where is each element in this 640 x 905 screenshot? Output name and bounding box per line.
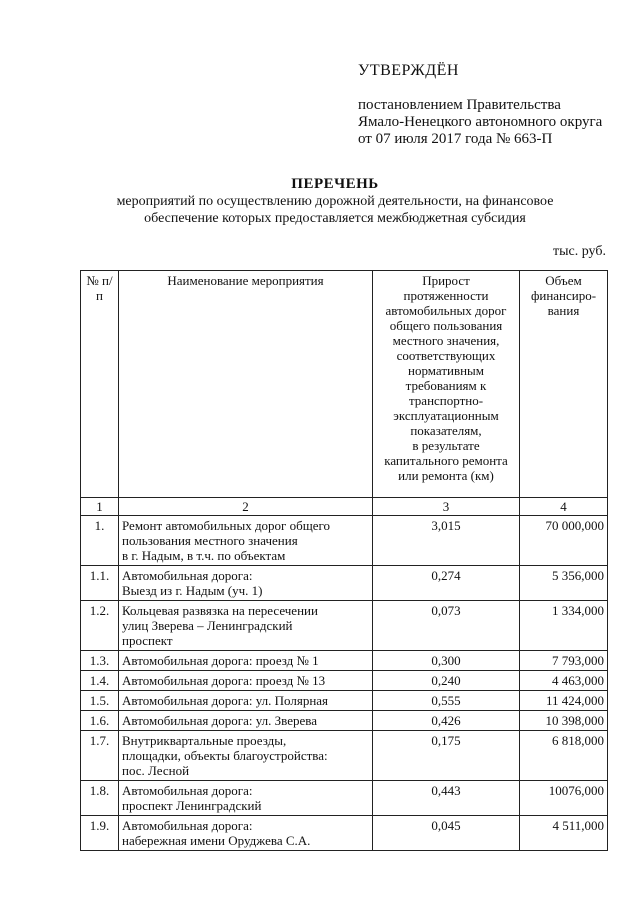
row-amount: 4 511,000 [520,816,608,851]
row-name-line: пос. Лесной [122,763,190,778]
row-name [119,516,373,566]
row-num: 1.6. [81,711,119,731]
approval-line-2: Ямало-Ненецкого автономного округа [358,114,603,130]
row-length: 0,555 [373,691,520,711]
header-growth-line: общего пользования [389,318,503,333]
header-growth-line: эксплуатационным [393,408,499,423]
table-row [81,711,608,731]
header-growth-line: местного значения, [392,333,500,348]
header-growth-line: в результате [412,438,480,453]
header-growth-line: показателям, [410,423,482,438]
column-number: 4 [520,498,608,516]
row-name-line: Внутриквартальные проезды, [122,733,287,748]
measures-table [80,270,608,851]
row-length: 0,443 [373,781,520,816]
row-amount: 1 334,000 [520,601,608,651]
row-length: 0,274 [373,566,520,601]
document-title-block [100,176,570,227]
row-name [119,816,373,851]
header-growth-line: Прирост [422,273,470,288]
row-name [119,711,373,731]
row-num: 1.7. [81,731,119,781]
row-length: 0,045 [373,816,520,851]
table-row [81,816,608,851]
row-length: 0,175 [373,731,520,781]
row-num: 1.4. [81,671,119,691]
row-num: 1.9. [81,816,119,851]
row-amount: 7 793,000 [520,651,608,671]
row-name-line: пользования местного значения [122,533,298,548]
row-amount: 5 356,000 [520,566,608,601]
row-name-line: проспект Ленинградский [122,798,262,813]
table-row [81,781,608,816]
table-row [81,731,608,781]
row-name-line: набережная имени Оруджева С.А. [122,833,311,848]
row-name [119,731,373,781]
row-name-line: Автомобильная дорога: [122,568,253,583]
table-row [81,691,608,711]
column-numbers-row [81,498,608,516]
row-num: 1. [81,516,119,566]
header-growth-line: капитального ремонта [384,453,508,468]
row-name-line: улиц Зверева – Ленинградский [122,618,293,633]
column-number: 1 [81,498,119,516]
header-name: Наименование мероприятия [119,271,373,498]
header-growth-line: требованиям к [405,378,487,393]
row-length: 0,426 [373,711,520,731]
approval-line-3: от 07 июля 2017 года № 663-П [358,131,553,147]
approval-heading: УТВЕРЖДЁН [358,62,459,79]
row-amount: 10 398,000 [520,711,608,731]
column-number: 3 [373,498,520,516]
table-row [81,651,608,671]
header-growth-line: соответствующих [396,348,496,363]
row-amount: 10076,000 [520,781,608,816]
header-volume-line: Объем [545,273,582,288]
row-length: 3,015 [373,516,520,566]
document-subtitle-line-2: обеспечение которых предоставляется межбюджетная субсидия [144,211,526,226]
row-name-line: Автомобильная дорога: [122,783,253,798]
header-volume-line: финансиро- [530,288,597,303]
row-name-line: Автомобильная дорога: проезд № 1 [122,653,319,668]
row-num: 1.1. [81,566,119,601]
row-amount: 4 463,000 [520,671,608,691]
row-name-line: Автомобильная дорога: проезд № 13 [122,673,326,688]
row-name [119,601,373,651]
row-num: 1.5. [81,691,119,711]
row-name [119,651,373,671]
table-row [81,671,608,691]
row-amount: 11 424,000 [520,691,608,711]
row-amount: 70 000,000 [520,516,608,566]
table-row [81,566,608,601]
row-num: 1.3. [81,651,119,671]
row-length: 0,300 [373,651,520,671]
row-name-line: площадки, объекты благоустройства: [122,748,328,763]
row-name-line: в г. Надым, в т.ч. по объектам [122,548,286,563]
row-name-line: Кольцевая развязка на пересечении [122,603,318,618]
row-name-line: Выезд из г. Надым (уч. 1) [122,583,263,598]
header-growth-line: транспортно- [408,393,484,408]
row-num: 1.2. [81,601,119,651]
approval-stamp [358,62,618,148]
row-length: 0,073 [373,601,520,651]
row-name-line: Автомобильная дорога: ул. Полярная [122,693,329,708]
header-growth-line: автомобильных дорог [385,303,507,318]
row-name-line: проспект [122,633,173,648]
row-num: 1.8. [81,781,119,816]
document-title: ПЕРЕЧЕНЬ [291,176,379,192]
header-volume [520,271,608,498]
header-growth-line: протяженности [403,288,489,303]
header-growth [373,271,520,498]
row-name-line: Автомобильная дорога: ул. Зверева [122,713,317,728]
header-volume-line: вания [547,303,580,318]
approval-line-1: постановлением Правительства [358,97,561,113]
units-label: тыс. руб. [553,244,606,259]
row-name-line: Автомобильная дорога: [122,818,253,833]
table-header-row [81,271,608,498]
row-name [119,691,373,711]
row-name-line: Ремонт автомобильных дорог общего [122,518,331,533]
header-growth-line: или ремонта (км) [398,468,494,483]
row-name [119,781,373,816]
column-number: 2 [119,498,373,516]
header-growth-line: нормативным [407,363,485,378]
row-length: 0,240 [373,671,520,691]
document-subtitle-line-1: мероприятий по осуществлению дорожной деятельности, на финансовое [116,194,554,209]
row-name [119,671,373,691]
row-name [119,566,373,601]
table-row [81,601,608,651]
table-row [81,516,608,566]
header-num: № п/п [81,271,119,498]
row-amount: 6 818,000 [520,731,608,781]
